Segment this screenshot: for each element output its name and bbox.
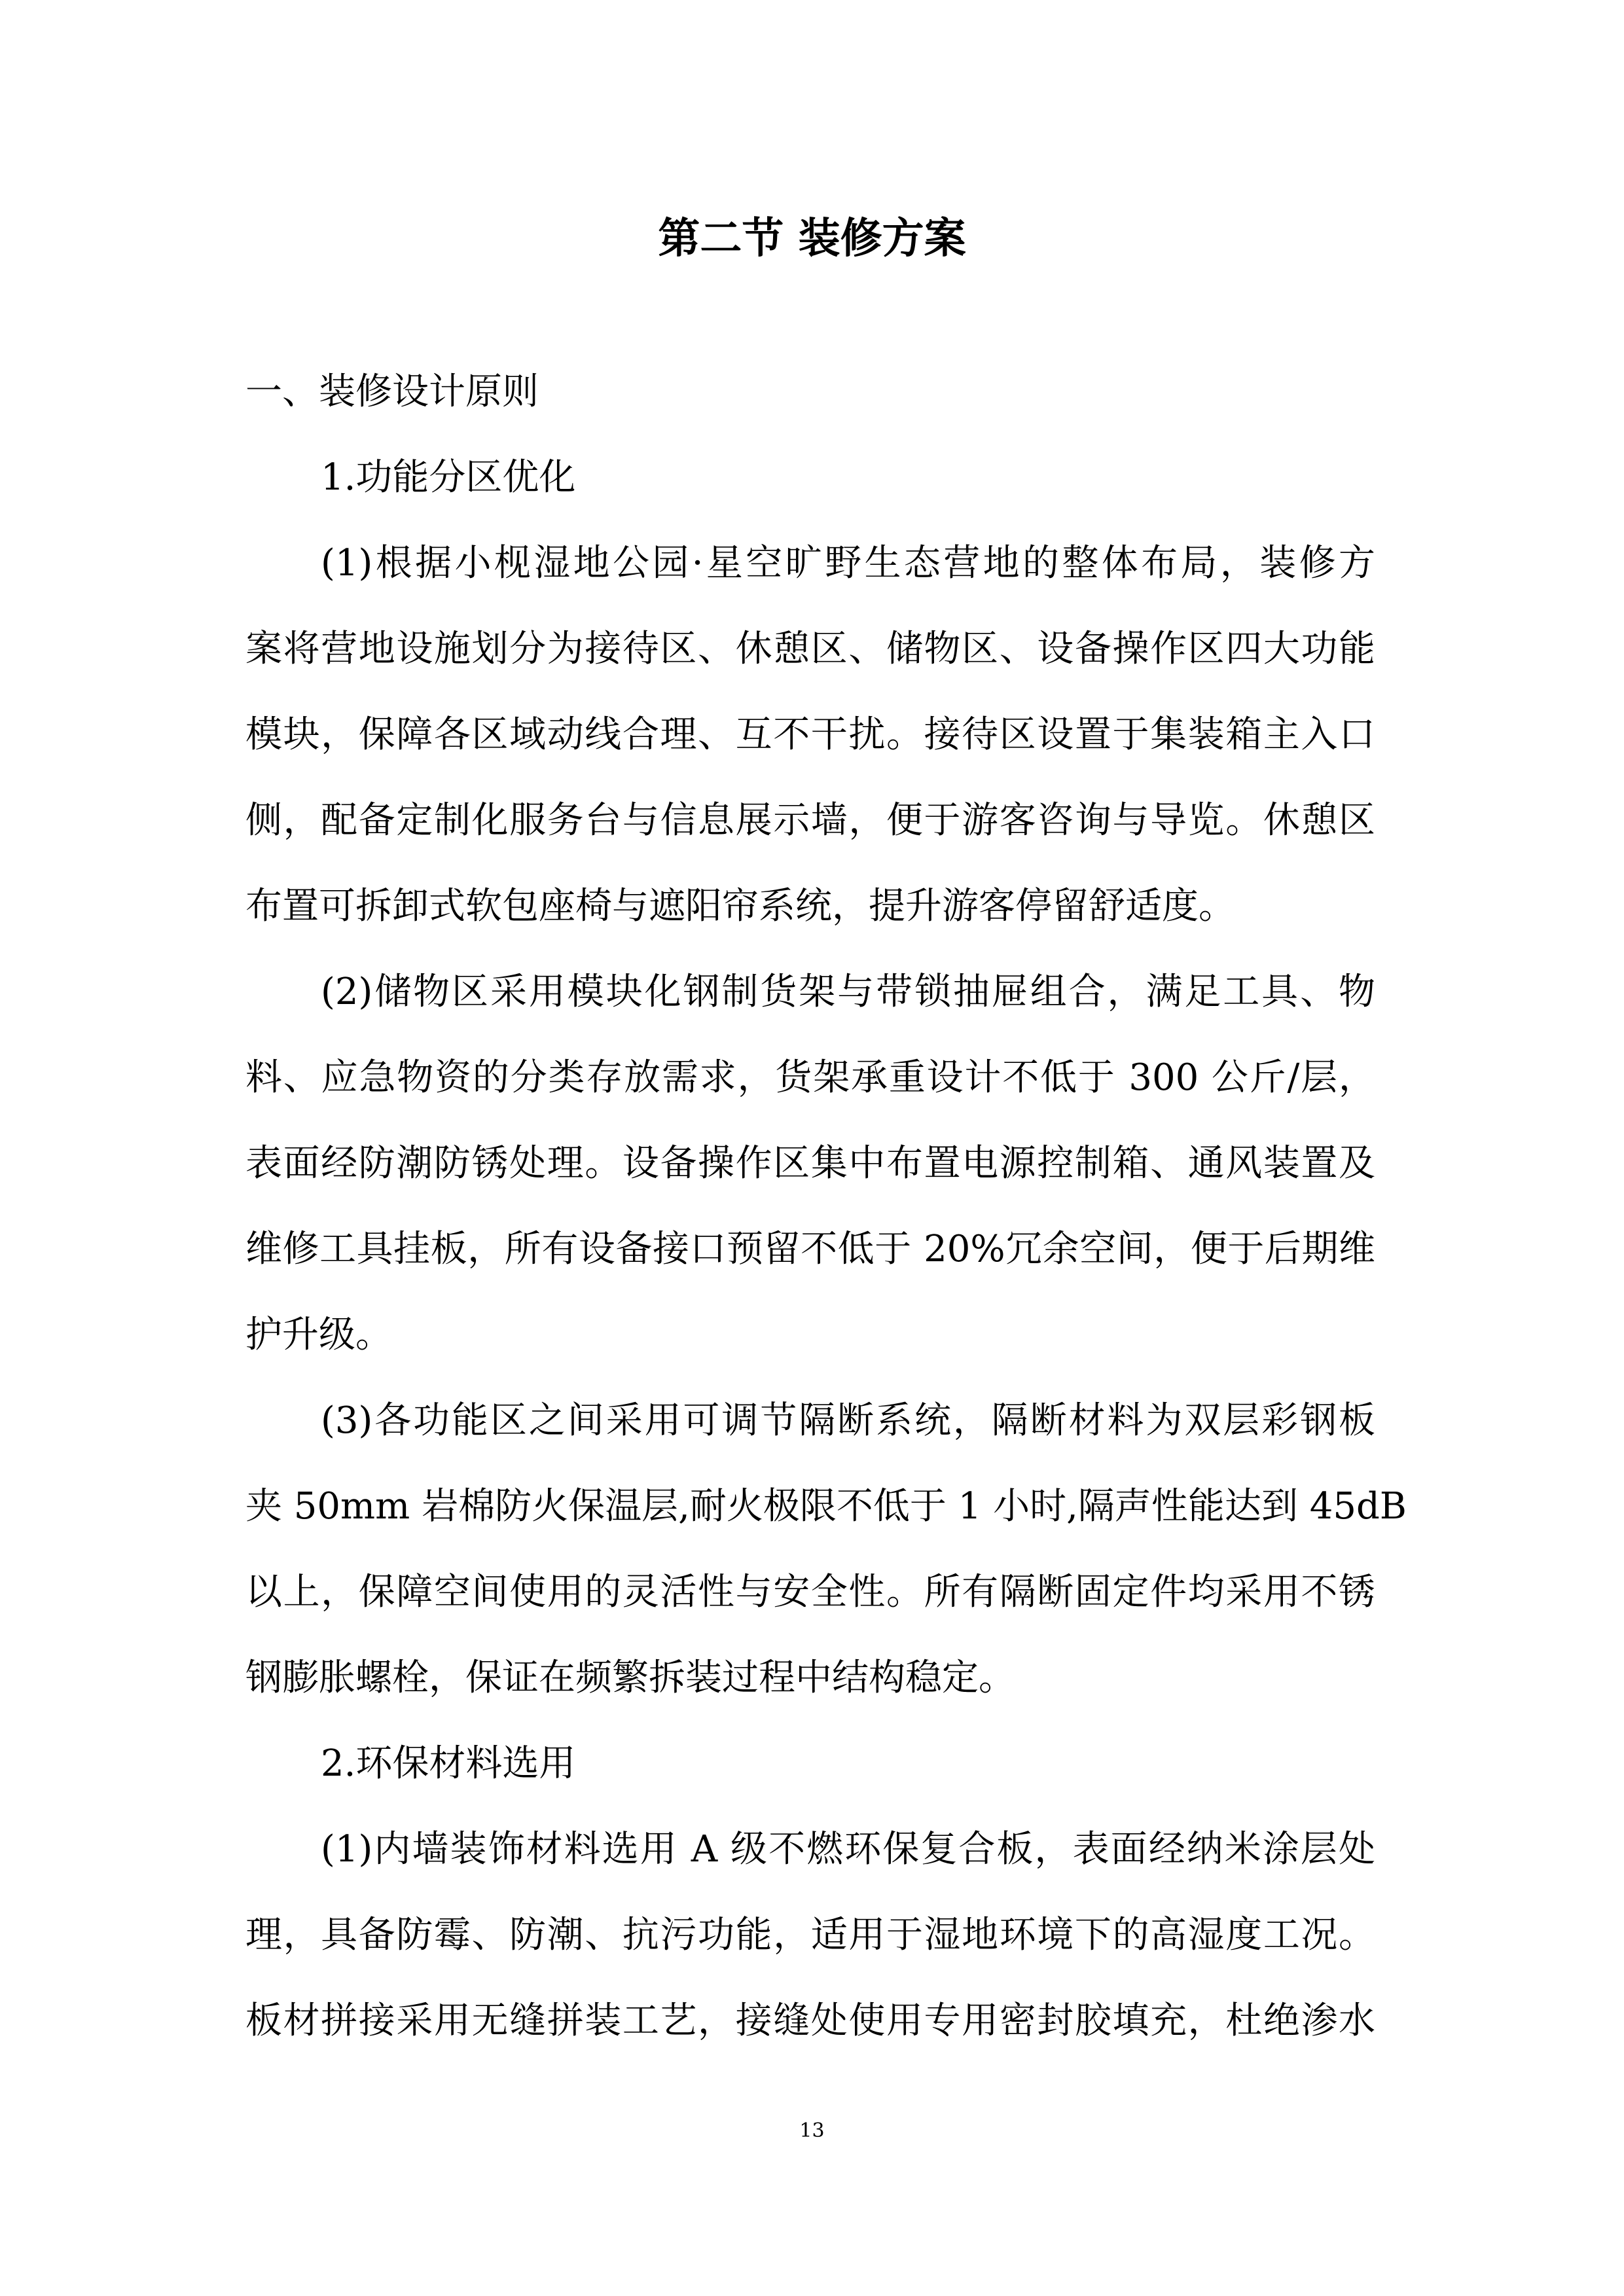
paragraph-line: (1)内墙装饰材料选用 A 级不燃环保复合板，表面经纳米涂层处	[321, 1828, 1375, 1871]
paragraph-line: 护升级。	[245, 1314, 392, 1356]
section-heading: 1.功能分区优化	[321, 456, 576, 499]
paragraph-line: 板材拼接采用无缝拼装工艺，接缝处使用专用密封胶填充，杜绝渗水	[245, 2000, 1375, 2042]
paragraph-line: 案将营地设施划分为接待区、休憩区、储物区、设备操作区四大功能	[245, 628, 1375, 670]
paragraph-line: 钢膨胀螺栓，保证在频繁拆装过程中结构稳定。	[245, 1657, 1015, 1699]
section-heading: 一、装修设计原则	[245, 370, 539, 413]
paragraph-line: 理，具备防霉、防潮、抗污功能，适用于湿地环境下的高湿度工况。	[245, 1914, 1375, 1956]
section-heading: 2.环保材料选用	[321, 1742, 576, 1785]
paragraph-line: (3)各功能区之间采用可调节隔断系统，隔断材料为双层彩钢板	[321, 1399, 1375, 1442]
paragraph-line: 侧，配备定制化服务台与信息展示墙，便于游客咨询与导览。休憩区	[245, 799, 1375, 842]
paragraph-line: 模块，保障各区域动线合理、互不干扰。接待区设置于集装箱主入口	[245, 713, 1375, 756]
paragraph-line: 表面经防潮防锈处理。设备操作区集中布置电源控制箱、通风装置及	[245, 1142, 1375, 1185]
section-title: 第二节 装修方案	[658, 214, 966, 263]
page-number: 13	[799, 2119, 825, 2142]
paragraph-line: 布置可拆卸式软包座椅与遮阳帘系统，提升游客停留舒适度。	[245, 885, 1235, 927]
paragraph-line: 以上，保障空间使用的灵活性与安全性。所有隔断固定件均采用不锈	[245, 1571, 1375, 1613]
paragraph-line: 夹 50mm 岩棉防火保温层,耐火极限不低于 1 小时,隔声性能达到 45dB	[245, 1485, 1407, 1528]
paragraph-line: (1)根据小枧湿地公园·星空旷野生态营地的整体布局，装修方	[321, 542, 1375, 584]
paragraph-line: 维修工具挂板，所有设备接口预留不低于 20%冗余空间，便于后期维	[245, 1228, 1375, 1270]
document-body	[245, 349, 1407, 2064]
paragraph-line: (2)储物区采用模块化钢制货架与带锁抽屉组合，满足工具、物	[321, 971, 1375, 1013]
paragraph-line: 料、应急物资的分类存放需求，货架承重设计不低于 300 公斤/层，	[245, 1056, 1375, 1099]
